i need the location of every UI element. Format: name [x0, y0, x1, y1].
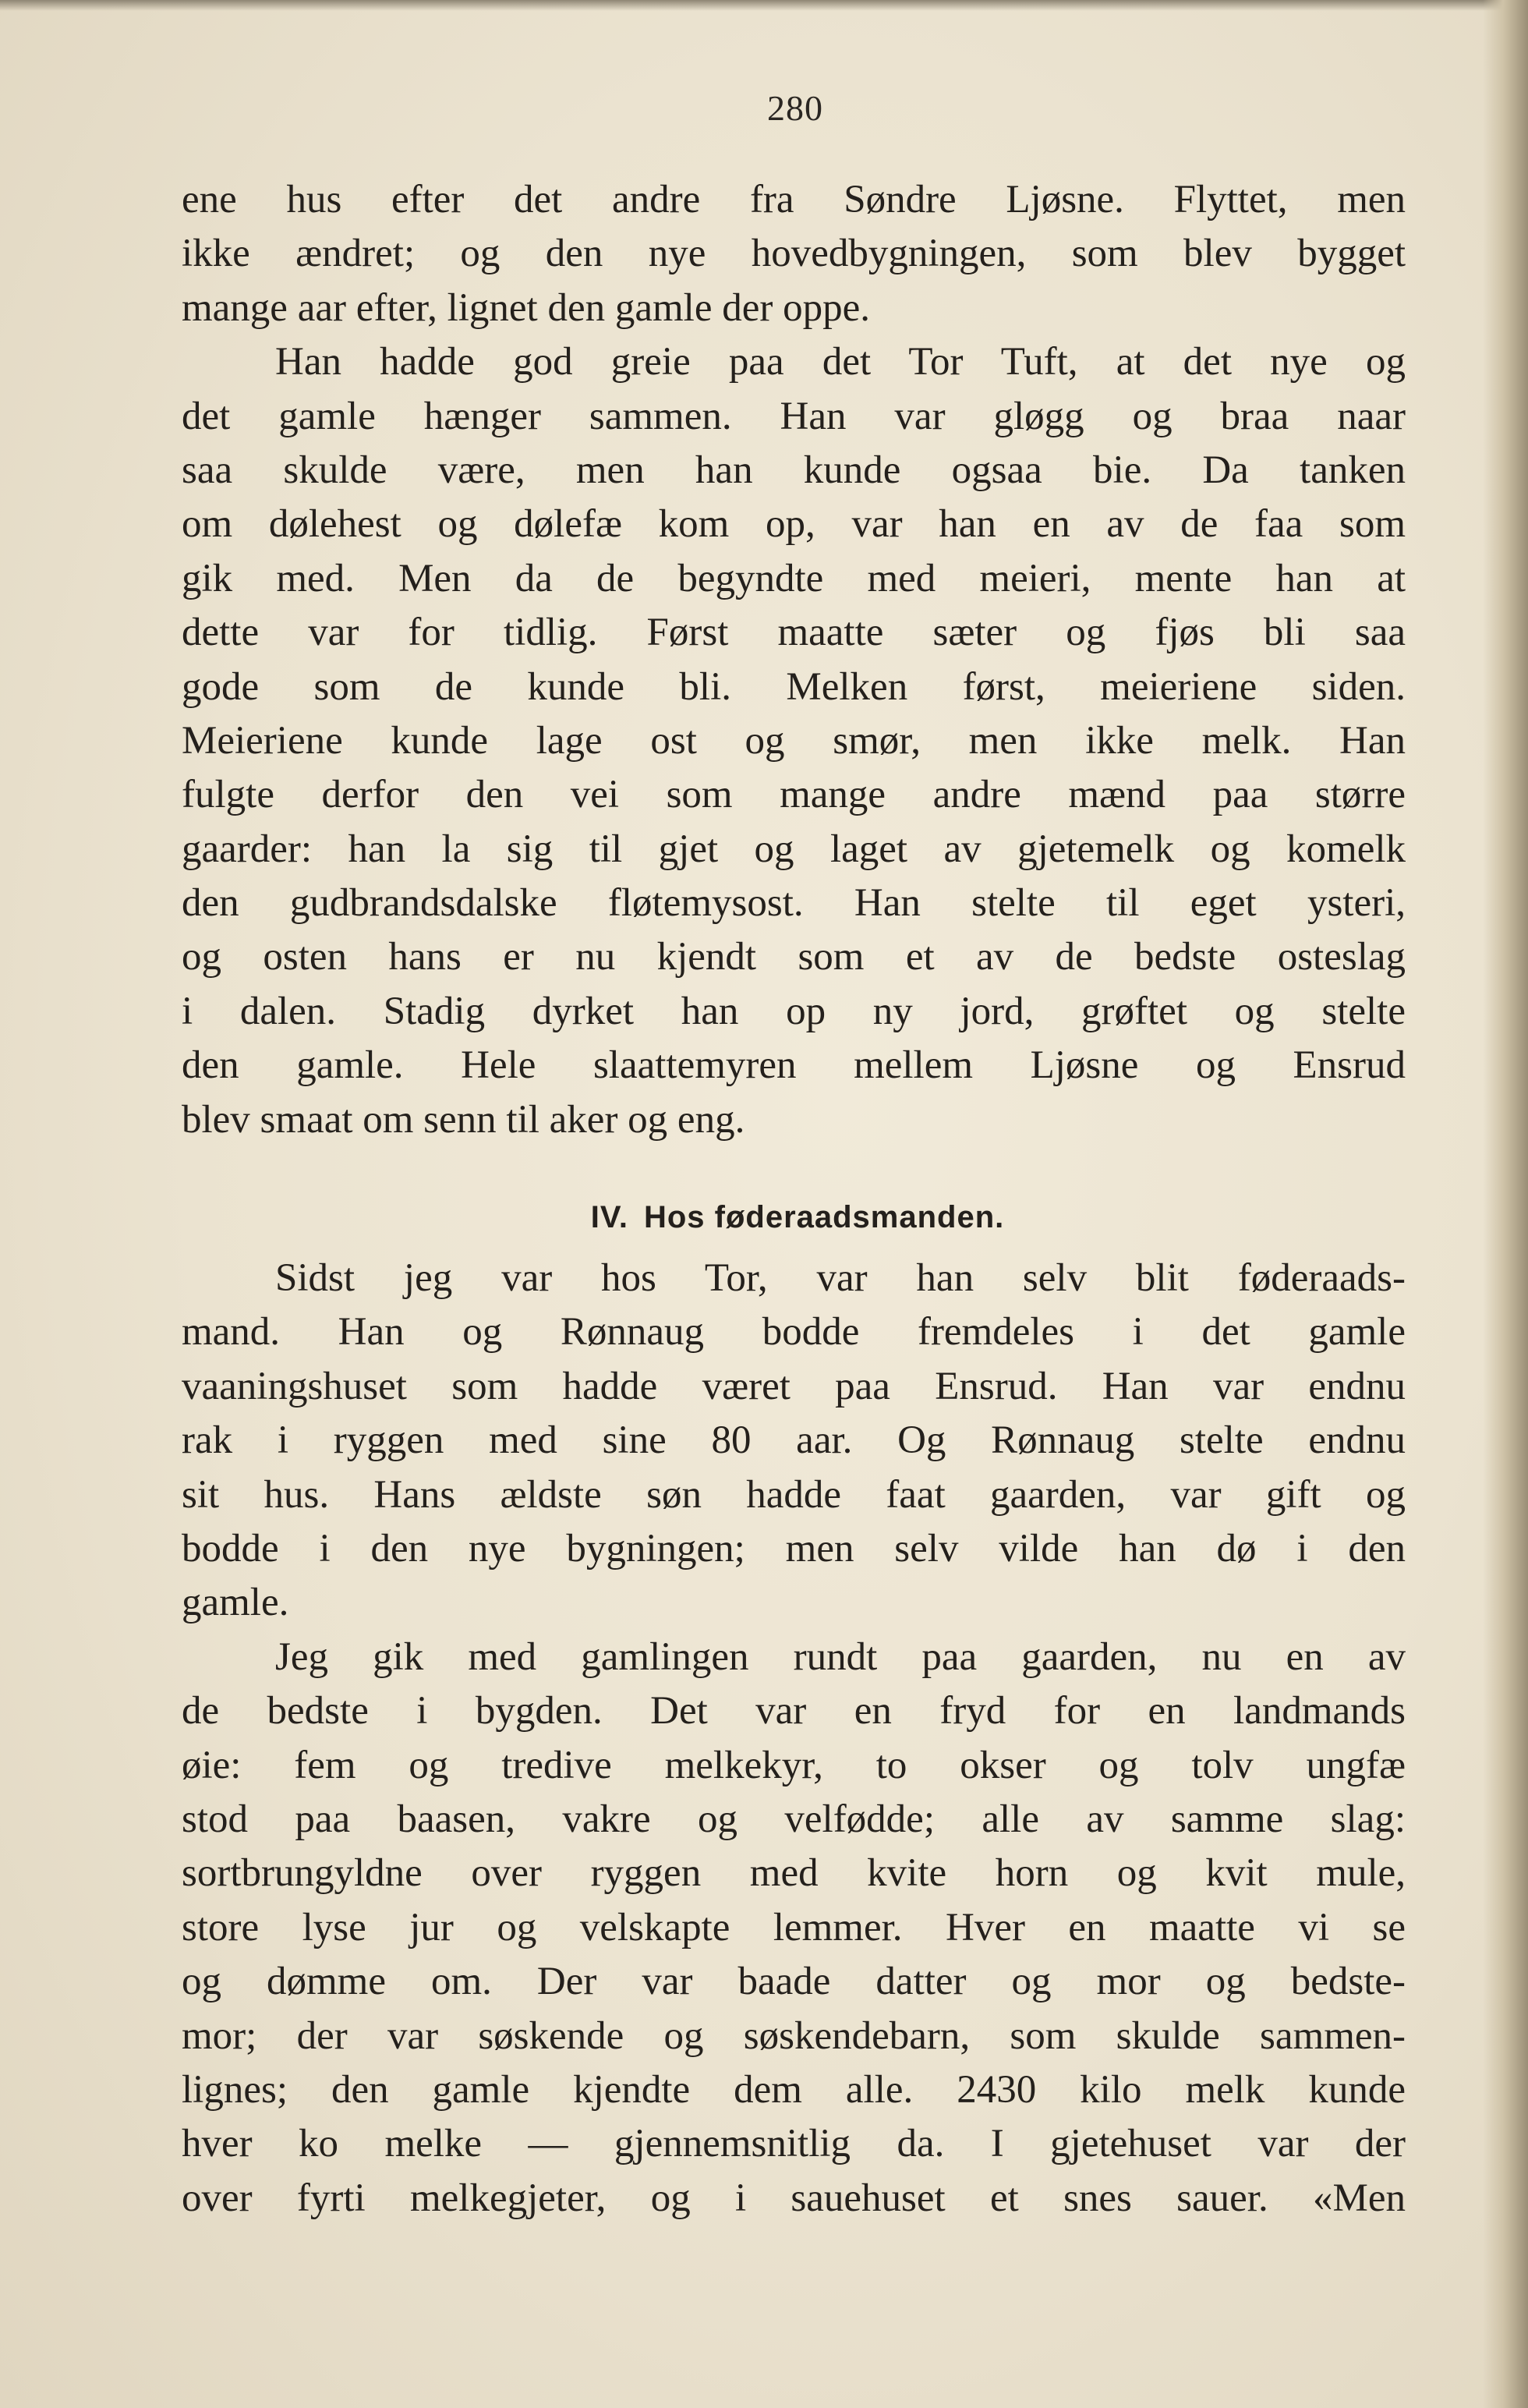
text-line: Jeg gik med gamlingen rundt paa gaarden, nu en av — [275, 1634, 1406, 1679]
section-heading — [182, 1194, 1406, 1252]
text-line: og dømme om. Der var baade datter og mor og bedste- — [182, 1960, 1406, 2004]
text-line: fulgte derfor den vei som mange andre mænd paa større — [182, 773, 1406, 817]
text-line: gaarder: han la sig til gjet og laget av gjetemelk og komelk — [182, 827, 1406, 871]
text-line: ene hus efter det andre fra Søndre Ljøsne. Flyttet, men — [182, 178, 1406, 221]
text-line: store lyse jur og velskapte lemmer. Hver en maatte vi se — [182, 1905, 1406, 1949]
text-line: stod paa baasen, vakre og velfødde; alle av samme slag: — [182, 1797, 1406, 1841]
text-line: øie: fem og tredive melkekyr, to okser og tolv ungfæ — [182, 1743, 1406, 1787]
text-line: lignes; den gamle kjendte dem alle. 2430 kilo melk kunde — [182, 2067, 1406, 2112]
text-line: mange aar efter, lignet den gamle der oppe. — [182, 285, 870, 330]
paragraph-1 — [182, 173, 1406, 335]
text-line: den gudbrandsdalske fløtemysost. Han stelte til eget ysteri, — [182, 881, 1406, 926]
text-line: vaaningshuset som hadde været paa Ensrud. Han var endnu — [182, 1364, 1406, 1408]
text-line: bodde i den nye bygningen; men selv vilde han dø i den — [182, 1526, 1406, 1571]
section-spacer — [182, 1147, 1406, 1194]
page-right-edge — [1483, 0, 1528, 2408]
text-line: blev smaat om senn til aker og eng. — [182, 1097, 745, 1142]
section-title: Hos føderaadsmanden. — [643, 1200, 1005, 1235]
text-line: om dølehest og dølefæ kom op, var han en av de faa som — [182, 502, 1406, 547]
page-top-shadow — [0, 0, 1528, 11]
text-line: over fyrti melkegjeter, og i sauehuset et snes sauer. «Men — [182, 2176, 1406, 2220]
text-line: dette var for tidlig. Først maatte sæter og fjøs bli saa — [182, 611, 1406, 655]
text-line: sortbrungyldne over ryggen med kvite horn og kvit mule, — [182, 1851, 1406, 1896]
text-line: det gamle hænger sammen. Han var gløgg og braa naar — [182, 394, 1406, 438]
text-line: rak i ryggen med sine 80 aar. Og Rønnaug stelte endnu — [182, 1418, 1406, 1463]
paragraph-2 — [182, 335, 1406, 1147]
text-line: gik med. Men da de begyndte med meieri, mente han at — [182, 556, 1406, 600]
section-numeral: IV. — [590, 1200, 628, 1235]
text-line: i dalen. Stadig dyrket han op ny jord, grøftet og stelte — [182, 989, 1406, 1033]
text-line: og osten hans er nu kjendt som et av de bedste osteslag — [182, 935, 1406, 979]
body-text — [182, 173, 1406, 2226]
text-line: Sidst jeg var hos Tor, var han selv blit føderaads- — [275, 1256, 1406, 1301]
text-line: mand. Han og Rønnaug bodde fremdeles i det gamle — [182, 1310, 1406, 1354]
text-line: gode som de kunde bli. Melken først, meieriene siden. — [182, 664, 1406, 709]
paragraph-4 — [182, 1631, 1406, 2226]
text-line: saa skulde være, men han kunde ogsaa bie. Da tanken — [182, 448, 1406, 492]
paragraph-3 — [182, 1252, 1406, 1631]
page-number: 280 — [767, 88, 823, 128]
text-line: Meieriene kunde lage ost og smør, men ikke melk. Han — [182, 718, 1406, 763]
text-line: de bedste i bygden. Det var en fryd for en landmands — [182, 1689, 1406, 1733]
text-line: ikke ændret; og den nye hovedbygningen, som blev bygget — [182, 232, 1406, 276]
text-line: gamle. — [182, 1581, 289, 1625]
text-line: hver ko melke — gjennemsnitlig da. I gjetehuset var der — [182, 2122, 1406, 2166]
text-line: den gamle. Hele slaattemyren mellem Ljøsne og Ensrud — [182, 1043, 1406, 1088]
text-line: sit hus. Hans ældste søn hadde faat gaarden, var gift og — [182, 1472, 1406, 1517]
text-line: mor; der var søskende og søskendebarn, som skulde sammen- — [182, 2013, 1406, 2058]
text-line: Han hadde god greie paa det Tor Tuft, at det nye og — [275, 340, 1406, 384]
